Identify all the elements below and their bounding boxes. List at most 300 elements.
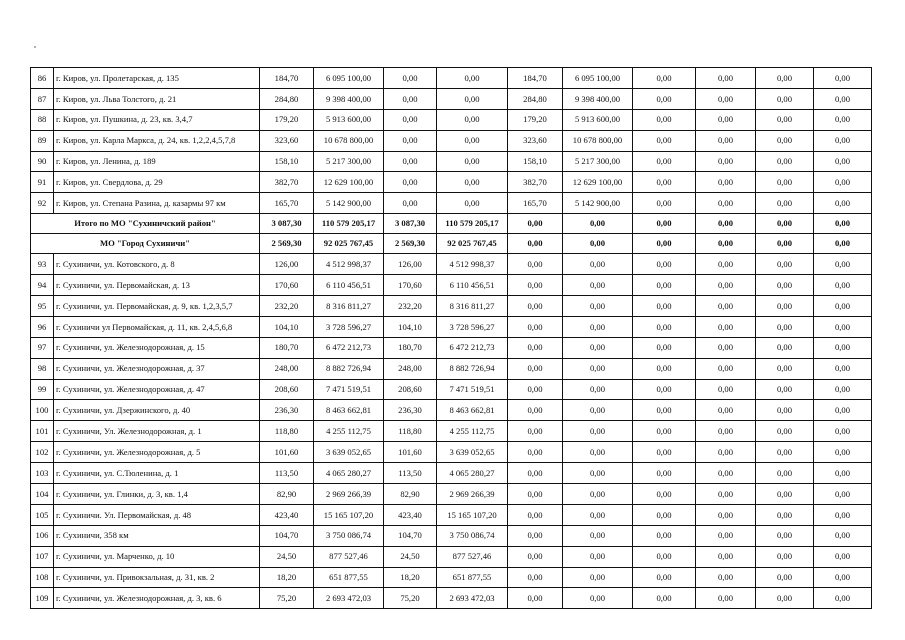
address-cell: г. Киров, ул. Ленина, д. 189 xyxy=(54,151,260,172)
row-number: 109 xyxy=(31,588,54,609)
value-cell: 0,00 xyxy=(633,88,696,109)
value-cell: 208,60 xyxy=(260,379,314,400)
value-cell: 0,00 xyxy=(384,68,437,89)
row-number: 86 xyxy=(31,68,54,89)
address-cell: г. Киров, ул. Пушкина, д. 23, кв. 3,4,7 xyxy=(54,109,260,130)
value-cell: 0,00 xyxy=(814,316,872,337)
table-row xyxy=(31,379,872,400)
address-cell: г. Сухиничи, ул. Первомайская, д. 13 xyxy=(54,275,260,296)
value-cell: 3 728 596,27 xyxy=(314,316,384,337)
value-cell: 0,00 xyxy=(508,234,563,254)
value-cell: 0,00 xyxy=(508,400,563,421)
value-cell: 0,00 xyxy=(756,421,814,442)
value-cell: 0,00 xyxy=(696,109,756,130)
value-cell: 0,00 xyxy=(437,88,508,109)
value-cell: 0,00 xyxy=(508,442,563,463)
row-number: 90 xyxy=(31,151,54,172)
value-cell: 4 065 280,27 xyxy=(314,463,384,484)
value-cell: 0,00 xyxy=(814,193,872,214)
value-cell: 0,00 xyxy=(563,504,633,525)
value-cell: 6 472 212,73 xyxy=(437,337,508,358)
value-cell: 10 678 800,00 xyxy=(314,130,384,151)
value-cell: 8 463 662,81 xyxy=(314,400,384,421)
value-cell: 284,80 xyxy=(260,88,314,109)
value-cell: 0,00 xyxy=(696,442,756,463)
value-cell: 323,60 xyxy=(508,130,563,151)
value-cell: 0,00 xyxy=(814,172,872,193)
table-row xyxy=(31,504,872,525)
value-cell: 0,00 xyxy=(508,275,563,296)
value-cell: 4 065 280,27 xyxy=(437,463,508,484)
table-row xyxy=(31,421,872,442)
table-row xyxy=(31,275,872,296)
value-cell: 0,00 xyxy=(696,296,756,317)
row-number: 102 xyxy=(31,442,54,463)
value-cell: 2 969 266,39 xyxy=(314,484,384,505)
value-cell: 9 398 400,00 xyxy=(314,88,384,109)
value-cell: 0,00 xyxy=(814,358,872,379)
value-cell: 18,20 xyxy=(260,567,314,588)
table-row xyxy=(31,400,872,421)
table-row xyxy=(31,588,872,609)
value-cell: 7 471 519,51 xyxy=(437,379,508,400)
value-cell: 2 693 472,03 xyxy=(314,588,384,609)
value-cell: 0,00 xyxy=(437,68,508,89)
value-cell: 170,60 xyxy=(384,275,437,296)
value-cell: 0,00 xyxy=(696,316,756,337)
value-cell: 3 750 086,74 xyxy=(314,525,384,546)
value-cell: 0,00 xyxy=(508,484,563,505)
row-number: 92 xyxy=(31,193,54,214)
value-cell: 6 095 100,00 xyxy=(314,68,384,89)
address-cell: г. Киров, ул. Карла Маркса, д. 24, кв. 1,2,2,4,5,7,8 xyxy=(54,130,260,151)
value-cell: 0,00 xyxy=(633,546,696,567)
value-cell: 0,00 xyxy=(633,109,696,130)
address-cell: г. Сухиничи, ул. Котовского, д. 8 xyxy=(54,254,260,275)
value-cell: 0,00 xyxy=(633,214,696,234)
value-cell: 0,00 xyxy=(563,275,633,296)
table-row xyxy=(31,546,872,567)
value-cell: 382,70 xyxy=(260,172,314,193)
value-cell: 4 512 998,37 xyxy=(314,254,384,275)
value-cell: 92 025 767,45 xyxy=(437,234,508,254)
value-cell: 92 025 767,45 xyxy=(314,234,384,254)
value-cell: 0,00 xyxy=(814,214,872,234)
value-cell: 0,00 xyxy=(696,400,756,421)
value-cell: 0,00 xyxy=(814,442,872,463)
value-cell: 0,00 xyxy=(814,296,872,317)
value-cell: 0,00 xyxy=(384,109,437,130)
row-number: 104 xyxy=(31,484,54,505)
row-number: 97 xyxy=(31,337,54,358)
value-cell: 0,00 xyxy=(633,337,696,358)
value-cell: 8 882 726,94 xyxy=(314,358,384,379)
value-cell: 0,00 xyxy=(814,337,872,358)
summary-label: МО "Город Сухиничи" xyxy=(31,234,260,254)
value-cell: 0,00 xyxy=(384,193,437,214)
table-row xyxy=(31,68,872,89)
value-cell: 423,40 xyxy=(384,504,437,525)
summary-row xyxy=(31,234,872,254)
value-cell: 0,00 xyxy=(756,504,814,525)
address-cell: г. Сухиничи, 358 км xyxy=(54,525,260,546)
row-number: 105 xyxy=(31,504,54,525)
value-cell: 0,00 xyxy=(696,172,756,193)
value-cell: 0,00 xyxy=(384,151,437,172)
value-cell: 0,00 xyxy=(563,254,633,275)
value-cell: 0,00 xyxy=(633,151,696,172)
value-cell: 0,00 xyxy=(756,358,814,379)
value-cell: 0,00 xyxy=(508,504,563,525)
value-cell: 0,00 xyxy=(633,400,696,421)
value-cell: 0,00 xyxy=(696,88,756,109)
value-cell: 3 639 052,65 xyxy=(437,442,508,463)
row-number: 101 xyxy=(31,421,54,442)
value-cell: 0,00 xyxy=(814,254,872,275)
value-cell: 0,00 xyxy=(756,275,814,296)
value-cell: 0,00 xyxy=(563,588,633,609)
value-cell: 0,00 xyxy=(696,275,756,296)
row-number: 94 xyxy=(31,275,54,296)
value-cell: 0,00 xyxy=(756,88,814,109)
value-cell: 3 728 596,27 xyxy=(437,316,508,337)
value-cell: 0,00 xyxy=(756,567,814,588)
address-cell: г. Сухиничи, ул. С.Тюленина, д. 1 xyxy=(54,463,260,484)
value-cell: 158,10 xyxy=(260,151,314,172)
address-cell: г. Сухиничи, ул. Привокзальная, д. 31, кв. 2 xyxy=(54,567,260,588)
value-cell: 0,00 xyxy=(563,296,633,317)
value-cell: 0,00 xyxy=(508,567,563,588)
address-cell: г. Киров, ул. Степана Разина, д. казармы 97 км xyxy=(54,193,260,214)
row-number: 106 xyxy=(31,525,54,546)
value-cell: 165,70 xyxy=(260,193,314,214)
address-cell: г. Сухиничи, ул. Железнодорожная, д. 5 xyxy=(54,442,260,463)
value-cell: 0,00 xyxy=(633,484,696,505)
value-cell: 0,00 xyxy=(563,400,633,421)
value-cell: 0,00 xyxy=(696,484,756,505)
value-cell: 0,00 xyxy=(696,234,756,254)
value-cell: 0,00 xyxy=(756,68,814,89)
value-cell: 82,90 xyxy=(260,484,314,505)
table-row xyxy=(31,463,872,484)
value-cell: 110 579 205,17 xyxy=(314,214,384,234)
value-cell: 0,00 xyxy=(633,525,696,546)
value-cell: 7 471 519,51 xyxy=(314,379,384,400)
value-cell: 0,00 xyxy=(563,484,633,505)
value-cell: 12 629 100,00 xyxy=(314,172,384,193)
value-cell: 0,00 xyxy=(508,546,563,567)
value-cell: 113,50 xyxy=(384,463,437,484)
value-cell: 0,00 xyxy=(508,296,563,317)
value-cell: 0,00 xyxy=(814,68,872,89)
value-cell: 0,00 xyxy=(563,442,633,463)
value-cell: 0,00 xyxy=(756,151,814,172)
value-cell: 0,00 xyxy=(756,442,814,463)
value-cell: 0,00 xyxy=(508,588,563,609)
value-cell: 284,80 xyxy=(508,88,563,109)
value-cell: 0,00 xyxy=(508,337,563,358)
row-number: 87 xyxy=(31,88,54,109)
row-number: 95 xyxy=(31,296,54,317)
value-cell: 165,70 xyxy=(508,193,563,214)
value-cell: 0,00 xyxy=(814,234,872,254)
row-number: 98 xyxy=(31,358,54,379)
value-cell: 0,00 xyxy=(508,525,563,546)
value-cell: 101,60 xyxy=(260,442,314,463)
value-cell: 0,00 xyxy=(384,130,437,151)
value-cell: 2 693 472,03 xyxy=(437,588,508,609)
value-cell: 0,00 xyxy=(756,463,814,484)
value-cell: 5 142 900,00 xyxy=(563,193,633,214)
value-cell: 5 217 300,00 xyxy=(314,151,384,172)
value-cell: 0,00 xyxy=(437,109,508,130)
value-cell: 0,00 xyxy=(814,379,872,400)
value-cell: 8 316 811,27 xyxy=(437,296,508,317)
value-cell: 0,00 xyxy=(814,567,872,588)
value-cell: 0,00 xyxy=(633,504,696,525)
table-row xyxy=(31,337,872,358)
value-cell: 877 527,46 xyxy=(314,546,384,567)
value-cell: 75,20 xyxy=(260,588,314,609)
address-cell: г. Сухиничи, ул. Дзержинского, д. 40 xyxy=(54,400,260,421)
value-cell: 0,00 xyxy=(633,296,696,317)
value-cell: 110 579 205,17 xyxy=(437,214,508,234)
value-cell: 323,60 xyxy=(260,130,314,151)
value-cell: 0,00 xyxy=(756,254,814,275)
value-cell: 2 569,30 xyxy=(260,234,314,254)
value-cell: 5 913 600,00 xyxy=(563,109,633,130)
address-cell: г. Киров, ул. Льва Толстого, д. 21 xyxy=(54,88,260,109)
address-cell: г. Киров, ул. Свердлова, д. 29 xyxy=(54,172,260,193)
value-cell: 0,00 xyxy=(696,130,756,151)
value-cell: 2 569,30 xyxy=(384,234,437,254)
value-cell: 2 969 266,39 xyxy=(437,484,508,505)
value-cell: 0,00 xyxy=(756,525,814,546)
address-program-table xyxy=(30,67,872,609)
table-row xyxy=(31,316,872,337)
value-cell: 113,50 xyxy=(260,463,314,484)
row-number: 103 xyxy=(31,463,54,484)
value-cell: 0,00 xyxy=(814,484,872,505)
value-cell: 0,00 xyxy=(633,234,696,254)
value-cell: 0,00 xyxy=(814,400,872,421)
address-cell: г. Сухиничи, ул. Железнодорожная, д. 47 xyxy=(54,379,260,400)
value-cell: 0,00 xyxy=(563,337,633,358)
address-cell: г. Сухиничи, ул. Первомайская, д. 9, кв. 1,2,3,5,7 xyxy=(54,296,260,317)
value-cell: 6 472 212,73 xyxy=(314,337,384,358)
value-cell: 0,00 xyxy=(633,421,696,442)
value-cell: 248,00 xyxy=(384,358,437,379)
row-number: 100 xyxy=(31,400,54,421)
value-cell: 4 512 998,37 xyxy=(437,254,508,275)
value-cell: 0,00 xyxy=(756,484,814,505)
value-cell: 0,00 xyxy=(633,172,696,193)
value-cell: 0,00 xyxy=(633,68,696,89)
value-cell: 0,00 xyxy=(563,234,633,254)
value-cell: 0,00 xyxy=(814,588,872,609)
address-cell: г. Сухиничи, ул. Марченко, д. 10 xyxy=(54,546,260,567)
value-cell: 0,00 xyxy=(437,172,508,193)
value-cell: 3 087,30 xyxy=(260,214,314,234)
value-cell: 0,00 xyxy=(814,151,872,172)
value-cell: 24,50 xyxy=(260,546,314,567)
value-cell: 651 877,55 xyxy=(437,567,508,588)
address-cell: г. Киров, ул. Пролетарская, д. 135 xyxy=(54,68,260,89)
value-cell: 180,70 xyxy=(384,337,437,358)
value-cell: 8 316 811,27 xyxy=(314,296,384,317)
value-cell: 0,00 xyxy=(437,130,508,151)
value-cell: 0,00 xyxy=(756,379,814,400)
value-cell: 0,00 xyxy=(437,151,508,172)
row-number: 99 xyxy=(31,379,54,400)
table-row xyxy=(31,151,872,172)
value-cell: 5 142 900,00 xyxy=(314,193,384,214)
address-cell: г. Сухиничи ул Первомайская, д. 11, кв. 2,4,5,6,8 xyxy=(54,316,260,337)
value-cell: 0,00 xyxy=(437,193,508,214)
value-cell: 236,30 xyxy=(384,400,437,421)
value-cell: 12 629 100,00 xyxy=(563,172,633,193)
value-cell: 232,20 xyxy=(384,296,437,317)
table-row xyxy=(31,525,872,546)
table-body xyxy=(31,68,872,609)
value-cell: 118,80 xyxy=(260,421,314,442)
value-cell: 0,00 xyxy=(633,442,696,463)
value-cell: 0,00 xyxy=(508,358,563,379)
value-cell: 0,00 xyxy=(384,88,437,109)
value-cell: 0,00 xyxy=(756,546,814,567)
value-cell: 0,00 xyxy=(756,296,814,317)
value-cell: 0,00 xyxy=(633,463,696,484)
value-cell: 0,00 xyxy=(756,130,814,151)
value-cell: 82,90 xyxy=(384,484,437,505)
value-cell: 0,00 xyxy=(696,214,756,234)
value-cell: 0,00 xyxy=(814,463,872,484)
value-cell: 0,00 xyxy=(563,379,633,400)
value-cell: 170,60 xyxy=(260,275,314,296)
value-cell: 0,00 xyxy=(633,275,696,296)
value-cell: 0,00 xyxy=(508,254,563,275)
value-cell: 3 087,30 xyxy=(384,214,437,234)
address-cell: г. Сухиничи, ул. Железнодорожная, д. 15 xyxy=(54,337,260,358)
value-cell: 0,00 xyxy=(508,214,563,234)
row-number: 108 xyxy=(31,567,54,588)
value-cell: 0,00 xyxy=(696,567,756,588)
value-cell: 0,00 xyxy=(633,588,696,609)
table-row xyxy=(31,484,872,505)
row-number: 89 xyxy=(31,130,54,151)
value-cell: 0,00 xyxy=(696,68,756,89)
value-cell: 0,00 xyxy=(633,567,696,588)
summary-label: Итого по МО "Сухиничский район" xyxy=(31,214,260,234)
value-cell: 15 165 107,20 xyxy=(314,504,384,525)
value-cell: 104,10 xyxy=(384,316,437,337)
value-cell: 6 110 456,51 xyxy=(437,275,508,296)
row-number: 93 xyxy=(31,254,54,275)
value-cell: 184,70 xyxy=(508,68,563,89)
value-cell: 179,20 xyxy=(260,109,314,130)
row-number: 91 xyxy=(31,172,54,193)
value-cell: 0,00 xyxy=(696,546,756,567)
value-cell: 0,00 xyxy=(756,109,814,130)
address-cell: г. Сухиничи, ул. Железнодорожная, д. 37 xyxy=(54,358,260,379)
value-cell: 0,00 xyxy=(756,193,814,214)
address-cell: г. Сухиничи, ул. Железнодорожная, д. 3, кв. 6 xyxy=(54,588,260,609)
value-cell: 184,70 xyxy=(260,68,314,89)
value-cell: 232,20 xyxy=(260,296,314,317)
value-cell: 0,00 xyxy=(814,525,872,546)
value-cell: 24,50 xyxy=(384,546,437,567)
value-cell: 0,00 xyxy=(814,421,872,442)
value-cell: 0,00 xyxy=(756,400,814,421)
value-cell: 0,00 xyxy=(563,358,633,379)
address-cell: г. Сухиничи, Ул. Железнодорожная, д. 1 xyxy=(54,421,260,442)
value-cell: 0,00 xyxy=(696,588,756,609)
value-cell: 0,00 xyxy=(814,109,872,130)
value-cell: 0,00 xyxy=(814,130,872,151)
value-cell: 0,00 xyxy=(756,316,814,337)
value-cell: 0,00 xyxy=(563,546,633,567)
value-cell: 651 877,55 xyxy=(314,567,384,588)
value-cell: 104,70 xyxy=(384,525,437,546)
value-cell: 101,60 xyxy=(384,442,437,463)
value-cell: 0,00 xyxy=(814,88,872,109)
value-cell: 0,00 xyxy=(696,379,756,400)
value-cell: 158,10 xyxy=(508,151,563,172)
value-cell: 3 639 052,65 xyxy=(314,442,384,463)
value-cell: 0,00 xyxy=(696,151,756,172)
value-cell: 15 165 107,20 xyxy=(437,504,508,525)
value-cell: 0,00 xyxy=(563,421,633,442)
value-cell: 9 398 400,00 xyxy=(563,88,633,109)
value-cell: 118,80 xyxy=(384,421,437,442)
value-cell: 126,00 xyxy=(384,254,437,275)
value-cell: 0,00 xyxy=(563,567,633,588)
address-cell: г. Сухиничи, ул. Глинки, д. 3, кв. 1,4 xyxy=(54,484,260,505)
table-row xyxy=(31,172,872,193)
table-row xyxy=(31,254,872,275)
value-cell: 0,00 xyxy=(756,172,814,193)
value-cell: 0,00 xyxy=(814,546,872,567)
value-cell: 0,00 xyxy=(814,504,872,525)
value-cell: 0,00 xyxy=(696,193,756,214)
value-cell: 0,00 xyxy=(696,504,756,525)
value-cell: 0,00 xyxy=(696,421,756,442)
value-cell: 104,70 xyxy=(260,525,314,546)
value-cell: 382,70 xyxy=(508,172,563,193)
table-row xyxy=(31,358,872,379)
value-cell: 248,00 xyxy=(260,358,314,379)
value-cell: 0,00 xyxy=(756,337,814,358)
value-cell: 104,10 xyxy=(260,316,314,337)
value-cell: 75,20 xyxy=(384,588,437,609)
row-number: 88 xyxy=(31,109,54,130)
table-row xyxy=(31,130,872,151)
value-cell: 10 678 800,00 xyxy=(563,130,633,151)
value-cell: 0,00 xyxy=(696,525,756,546)
value-cell: 18,20 xyxy=(384,567,437,588)
value-cell: 0,00 xyxy=(633,193,696,214)
value-cell: 0,00 xyxy=(756,214,814,234)
table-row xyxy=(31,88,872,109)
address-cell: г. Сухиничи. Ул. Первомайская, д. 48 xyxy=(54,504,260,525)
value-cell: 179,20 xyxy=(508,109,563,130)
value-cell: 4 255 112,75 xyxy=(437,421,508,442)
table-row xyxy=(31,567,872,588)
value-cell: 0,00 xyxy=(633,358,696,379)
value-cell: 0,00 xyxy=(633,379,696,400)
value-cell: 0,00 xyxy=(696,337,756,358)
value-cell: 3 750 086,74 xyxy=(437,525,508,546)
